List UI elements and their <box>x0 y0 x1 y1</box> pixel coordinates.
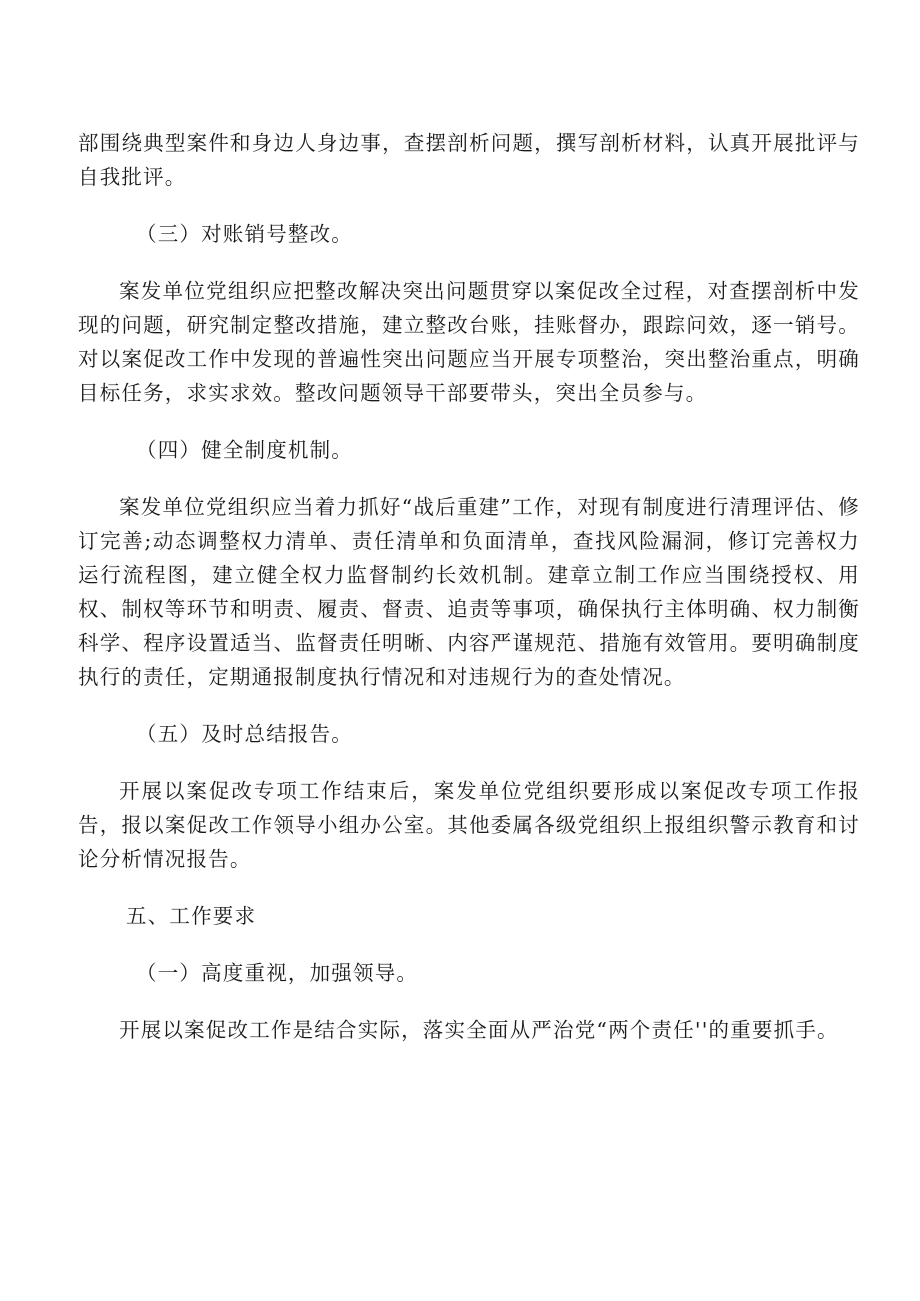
section-heading-5: 五、工作要求 <box>126 904 257 928</box>
document-page <box>78 126 860 1047</box>
subheading-3: （三）对账销号整改。 <box>136 222 353 246</box>
subheading-1: （一）高度重视，加强领导。 <box>136 961 419 985</box>
paragraph-institution: 案发单位党组织应当着力抓好“战后重建”工作，对现有制度进行清理评估、修订完善;动态调整权力清单、责任清单和负面清单，查找风险漏洞，修订完善权力运行流程图，建立健全权力监督制约长效机制。建章立制工作应当围绕授权、用权、制权等环节和明责、履责、督责、追责等事项，确保执行主体明确、权力制衡科学、程序设置适当、监督责任明晰、内容严谨规范、措施有效管用。要明确制度执行的责任，定期通报制度执行情况和对违规行为的查处情况。 <box>78 495 860 689</box>
subheading-5: （五）及时总结报告。 <box>136 722 353 746</box>
paragraph-report: 开展以案促改专项工作结束后，案发单位党组织要形成以案促改专项工作报告，报以案促改工作领导小组办公室。其他委属各级党组织上报组织警示教育和讨论分析情况报告。 <box>78 779 860 871</box>
paragraph-continued: 部围绕典型案件和身边人身边事，查摆剖析问题，撰写剖析材料，认真开展批评与自我批评。 <box>78 131 860 189</box>
subheading-4: （四）健全制度机制。 <box>136 438 353 462</box>
paragraph-importance: 开展以案促改工作是结合实际，落实全面从严治党“两个责任''的重要抓手。 <box>119 1018 839 1042</box>
paragraph-rectification: 案发单位党组织应把整改解决突出问题贯穿以案促改全过程，对查摆剖析中发现的问题，研究制定整改措施，建立整改台账，挂账督办，跟踪问效，逐一销号。对以案促改工作中发现的普遍性突出问题应当开展专项整治，突出整治重点，明确目标任务，求实求效。整改问题领导干部要带头，突出全员参与。 <box>78 279 860 405</box>
